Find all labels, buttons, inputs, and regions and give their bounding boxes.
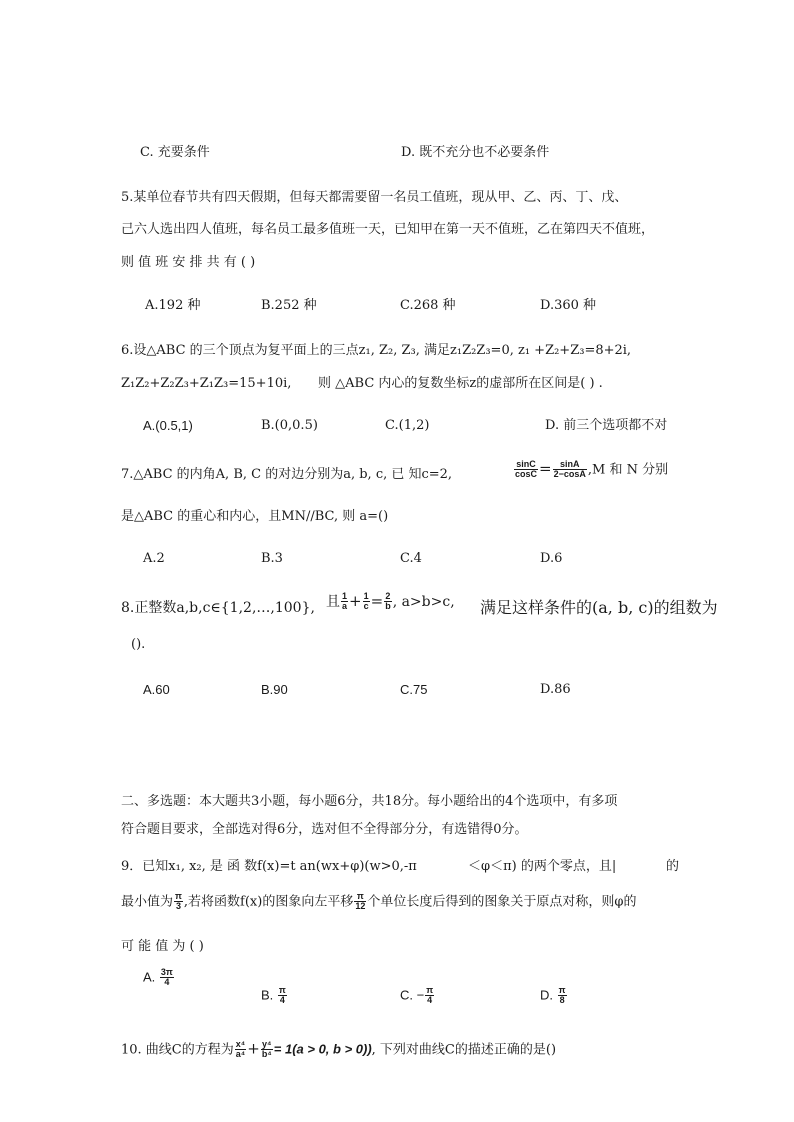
- q9-option-d: D. $\frac{\pi}{8}$: [540, 985, 566, 1006]
- q8-line-2: ().: [131, 637, 146, 652]
- q7-option-b: B.3: [261, 551, 283, 566]
- section2-line-2: 符合题目要求，全部选对得6分，选对但不全得部分分，有选错得0分。: [121, 822, 528, 837]
- q8-line-1d: 满足这样条件的(a, b, c)的组数为: [480, 598, 718, 617]
- q6-line-2: Z₁Z₂+Z₂Z₃+Z₁Z₃=15+10i,: [121, 376, 292, 391]
- section2-line-1: 二、多选题：本大题共3小题，每小题6分，共18分。每小题给出的4个选项中，有多项: [121, 794, 618, 809]
- q5-option-b: B.252 种: [261, 298, 317, 313]
- q7-equation: $\frac{\sin C}{\cos C}$ = $\frac{\sin A}{2-\cos A}$ ,M 和 N 分别: [515, 459, 669, 480]
- q6-option-c: C.(1,2): [385, 418, 430, 433]
- q9-option-b: B. $\frac{\pi}{4}$: [261, 985, 286, 1006]
- q8-option-a: A.60: [143, 682, 170, 697]
- q5-option-d: D.360 种: [540, 298, 597, 313]
- q8-line-1a: 8.正整数a,b,c∈{1,2,…,100},: [121, 600, 315, 616]
- q8-option-b: B.90: [261, 682, 288, 697]
- q9-line-1b: ＜φ＜π) 的两个零点，且|: [468, 859, 617, 874]
- q9-line-2: 最小值为 $\frac{\pi}{3}$ ,若将函数f(x)的图象向左平移 $\frac{\pi}{12}$ 个单位长度后得到的图象关于原点对称，则φ的: [121, 891, 637, 912]
- q6-option-d: D. 前三个选项都不对: [545, 418, 668, 433]
- q6-line-2b: 则 △ABC 内心的复数坐标z的虚部所在区间是( ) .: [318, 376, 603, 391]
- q8-option-c: C.75: [400, 682, 428, 697]
- q9-option-c: C. − $\frac{\pi}{4}$: [400, 985, 434, 1006]
- q6-option-b: B.(0,0.5): [261, 418, 318, 433]
- q5-option-c: C.268 种: [400, 298, 456, 313]
- q9-option-a: A. $\frac{3\pi}{4}$: [143, 967, 173, 988]
- q6-option-a: A.(0.5,1): [143, 418, 193, 433]
- q8-equation: 且 $\frac{1}{a}$ + $\frac{1}{c}$ = $\frac{2}{b}$ , a>b>c,: [326, 591, 455, 612]
- q9-line-1c: 的: [666, 859, 680, 874]
- q4-option-d: D. 既不充分也不必要条件: [401, 145, 550, 160]
- q10-line-1: 10. 曲线C的方程为 $\frac{\text{x⁴}}{\text{a⁴}}$ + $\frac{\text{y⁴}}{\text{b⁴}}$ = 1(a > 0, b > 0)), 下列对曲线C的描述正确的是(): [121, 1039, 557, 1060]
- q9-line-1a: 9．已知x₁, x₂, 是 函 数f(x)=t an(wx+φ)(w>0,-π: [121, 859, 417, 874]
- q7-option-c: C.4: [400, 551, 422, 566]
- q5-line-1: 5.某单位春节共有四天假期，但每天都需要留一名员工值班，现从甲、乙、丙、丁、戊、: [121, 190, 628, 205]
- q7-line-2: 是△ABC 的重心和内心，且MN//BC, 则 a=(): [121, 509, 389, 524]
- q7-fraction-sinc-cosc: $\frac{\sin C}{\cos C}$: [515, 459, 538, 480]
- q5-line-3: 则 值 班 安 排 共 有 ( ): [121, 255, 256, 270]
- q8-option-d: D.86: [540, 682, 571, 697]
- q9-line-3: 可 能 值 为 ( ): [121, 939, 204, 954]
- q7-option-d: D.6: [540, 551, 563, 566]
- q7-option-a: A.2: [143, 551, 165, 566]
- q6-line-1: 6.设△ABC 的三个顶点为复平面上的三点z₁, Z₂, Z₃, 满足z₁Z₂Z₃=0, z₁ +Z₂+Z₃=8+2i,: [121, 343, 632, 358]
- q5-option-a: A.192 种: [145, 298, 201, 313]
- q4-option-c: C. 充要条件: [140, 145, 210, 160]
- q5-line-2: 己六人选出四人值班，每名员工最多值班一天，已知甲在第一天不值班，乙在第四天不值班，: [121, 222, 655, 237]
- q7-fraction-sina: $\frac{\sin A}{2-\cos A}$: [553, 459, 586, 480]
- q7-line-1a: 7.△ABC 的内角A, B, C 的对边分别为a, b, c, 已 知c=2,: [121, 467, 453, 482]
